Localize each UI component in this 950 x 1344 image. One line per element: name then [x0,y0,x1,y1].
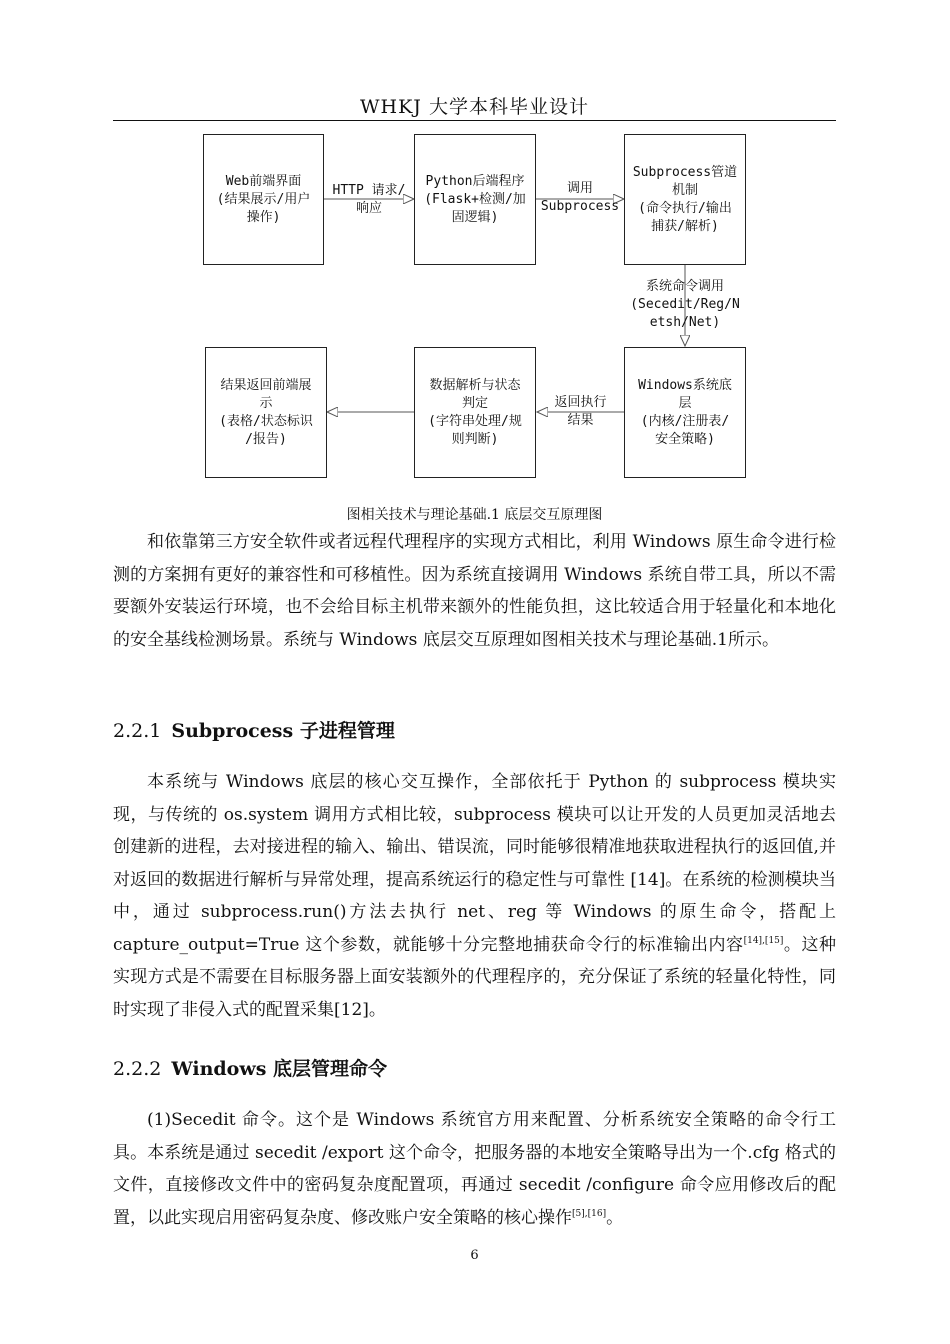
section-title: Subprocess 子进程管理 [171,720,395,742]
citation-superscript: [14],[15] [743,935,784,946]
python-backend-box: Python后端程序 (Flask+检测/加 固逻辑) [414,134,536,265]
subprocess-pipe-box: Subprocess管道 机制 (命令执行/输出 捕获/解析) [624,134,746,265]
section-number: 2.2.2 [113,1058,162,1080]
interaction-diagram [195,128,765,488]
paragraph-text: 。这种实现方式是不需要在目标服务器上面安装额外的代理程序的，充分保证了系统的轻量化特性，同时实现了非侵入式的配置采集[12]。 [113,934,836,1020]
page-number: 6 [470,1248,479,1263]
body-paragraph-1: 和依靠第三方安全软件或者远程代理程序的实现方式相比，利用 Windows 原生命令进行检测的方案拥有更好的兼容性和可移植性。因为系统直接调用 Windows 系统自带工具，所以不需要额外安装运行环境，也不会给目标主机带来额外的性能负担，这比较适合用于轻量化和本地化的安全基线检测场景。系统与 Windows 底层交互原理如图相关技术与理论基础.1所示。 [113,532,836,650]
paragraph-text: 。 [606,1207,624,1228]
http-request-label: HTTP 请求/ 响应 [332,183,406,216]
header-rule [113,120,836,121]
paragraph-text: (1)Secedit 命令。这个是 Windows 系统官方用来配置、分析系统安全策略的命令行工具。本系统是通过 secedit /export 这个命令，把服务器的本地安全策略导出为一个.cfg 格式的文件，直接修改文件中的密码复杂度配置项，再通过 secedit /configure 命令应用修改后的配置，以此实现启用密码复杂度、修改账户安全策略的核心操作 [113,1110,836,1228]
body-paragraph-2 [113,766,836,1026]
section-number: 2.2.1 [113,720,162,742]
citation-superscript: [5],[16] [572,1208,607,1219]
data-parse-box: 数据解析与状态 判定 (字符串处理/规 则判断) [414,347,536,478]
section-title: Windows 底层管理命令 [171,1058,388,1080]
result-display-box: 结果返回前端展 示 (表格/状态标识 /报告) [205,347,327,478]
call-subprocess-label: 调用 Subprocess [540,181,620,214]
system-call-label: 系统命令调用 (Secedit/Reg/N etsh/Net) [630,279,740,330]
return-result-label: 返回执行 结果 [554,395,607,428]
section-heading-2-2-1 [113,716,395,743]
page-header: WHKJ 大学本科毕业设计 [360,96,589,118]
figure-caption: 图相关技术与理论基础.1 底层交互原理图 [346,507,603,523]
section-heading-2-2-2 [113,1054,387,1081]
paragraph-text: 本系统与 Windows 底层的核心交互操作，全部依托于 Python 的 subprocess 模块实现，与传统的 os.system 调用方式相比较，subprocess 模块可以让开发的人员更加灵活地去创建新的进程，去对接进程的输入、输出、错误流，同时能够很精准地获取进程执行的返回值,并对返回的数据进行解析与异常处理，提高系统运行的稳定性与可靠性 [14]。在系统的检测模块当中，通过 subprocess.run()方法去执行 net、reg 等 Windows 的原生命令，搭配上 capture_output=True 这个参数，就能够十分完整地捕获命令行的标准输出内容 [113,772,836,955]
web-frontend-box: Web前端界面 (结果展示/用户 操作) [203,134,324,265]
windows-system-box: Windows系统底 层 (内核/注册表/ 安全策略) [624,347,746,478]
body-paragraph-3 [113,1104,836,1234]
